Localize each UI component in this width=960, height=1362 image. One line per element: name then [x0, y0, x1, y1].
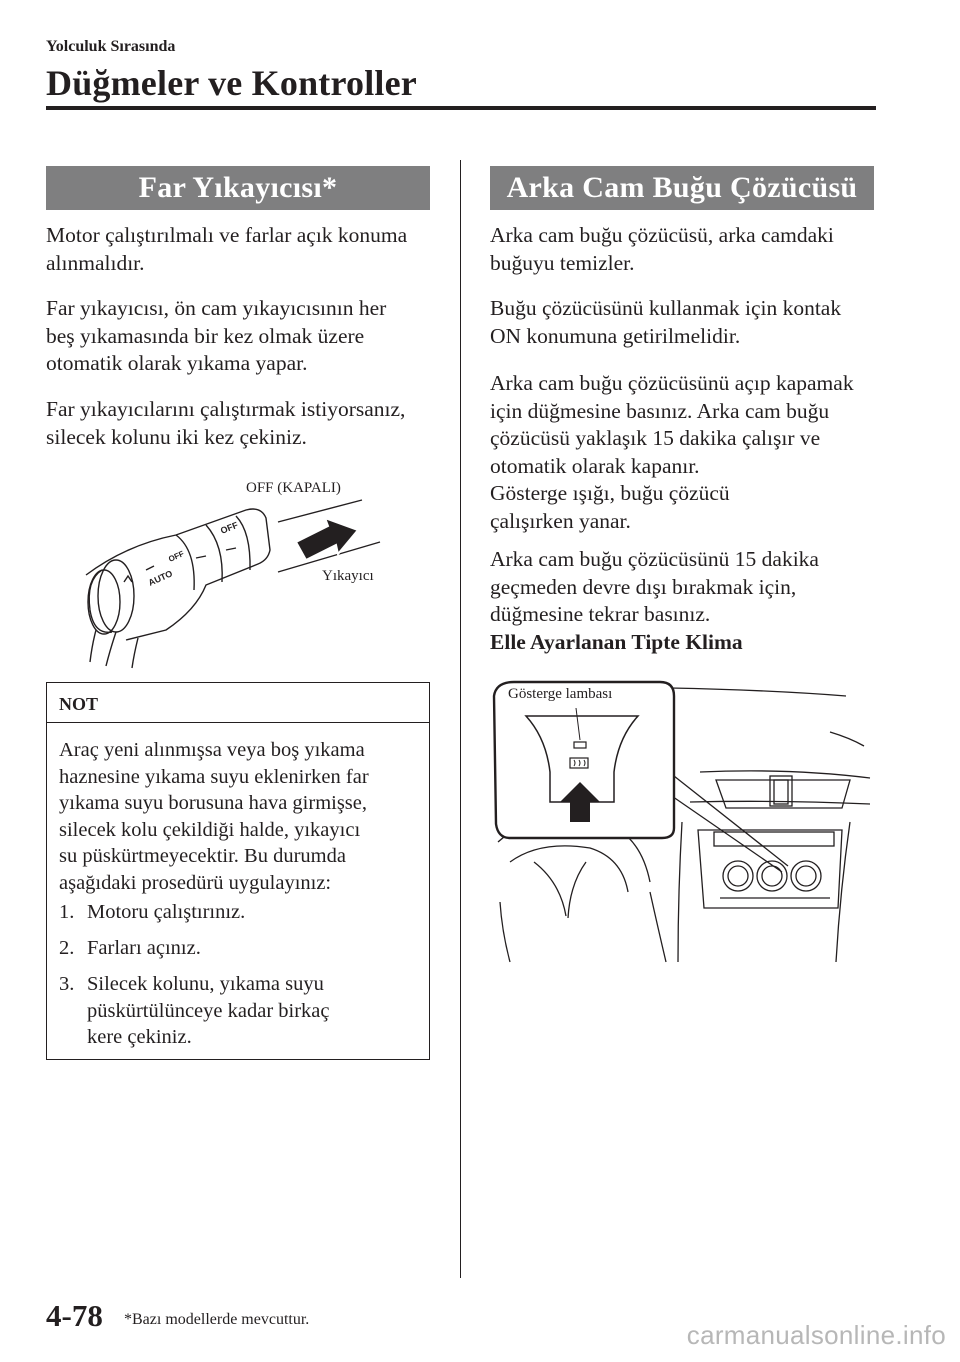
footnote: *Bazı modellerde mevcuttur.	[124, 1311, 310, 1328]
title-rule	[46, 106, 876, 110]
text-line: Buğu çözücüsünü kullanmak için kontak	[490, 296, 842, 320]
text-line: yıkama suyu borusuna hava girmişse,	[59, 792, 368, 814]
note-heading: NOT	[47, 683, 429, 723]
page-number: 4-78	[46, 1298, 103, 1333]
text-line: haznesine yıkama suyu eklenirken far	[59, 765, 369, 788]
subheading-manual-climate: Elle Ayarlanan Tipte Klima	[490, 629, 743, 654]
text-line: Motor çalıştırılmalı ve farlar açık konuma	[46, 223, 408, 247]
dashboard-illustration	[490, 672, 874, 972]
text-line: Farları açınız.	[87, 937, 201, 959]
text-line: buğuyu temizler.	[490, 250, 635, 275]
stalk-marking-off: OFF	[219, 519, 240, 536]
text-line: Motoru çalıştırınız.	[87, 901, 246, 923]
paragraph	[490, 295, 841, 350]
label-indicator-lamp: Gösterge lambası	[508, 686, 613, 702]
note-box	[46, 682, 430, 1060]
text-line: Arka cam buğu çözücüsünü açıp kapamak	[490, 371, 854, 395]
section-title-headlight-washer: Far Yıkayıcısı*	[46, 166, 430, 210]
wiper-stalk-figure	[46, 470, 430, 670]
step-number: 3.	[59, 973, 75, 995]
stalk-marking-auto: AUTO	[146, 568, 174, 588]
watermark: carmanualsonline.info	[686, 1320, 946, 1350]
text-line: alınmalıdır.	[46, 250, 145, 275]
text-line: beş yıkamasında bir kez olmak üzere	[46, 323, 365, 348]
text-line: otomatik olarak yıkama yapar.	[46, 351, 308, 375]
text-line: çözücüsü yaklaşık 15 dakika çalışır ve	[490, 426, 821, 450]
text-line: Araç yeni alınmışsa veya boş yıkama	[59, 739, 365, 761]
text-line: su püskürtmeyecektir. Bu durumda	[59, 845, 346, 867]
text-line: silecek kolunu iki kez çekiniz.	[46, 424, 307, 449]
text-line: için düğmesine basınız. Arka cam buğu	[490, 398, 830, 423]
step-number: 1.	[59, 901, 75, 923]
page-title: Düğmeler ve Kontroller	[46, 63, 417, 103]
text-line: otomatik olarak kapanır.	[490, 453, 700, 478]
text-line: düğmesine tekrar basınız.	[490, 602, 711, 626]
text-line: Silecek kolunu, yıkama suyu	[87, 973, 324, 995]
dashboard-figure	[490, 672, 874, 972]
text-line: geçmeden devre dışı bırakmak için,	[490, 574, 797, 599]
section-title-rear-defroster: Arka Cam Buğu Çözücüsü	[490, 166, 874, 210]
paragraph	[490, 222, 834, 277]
column-divider	[460, 160, 461, 1278]
text-line: ON konumuna getirilmelidir.	[490, 323, 741, 348]
text-line: kere çekiniz.	[87, 1026, 192, 1048]
note-body	[59, 737, 369, 896]
paragraph	[490, 546, 819, 656]
text-line: Arka cam buğu çözücüsü, arka camdaki	[490, 223, 834, 247]
text-line: Far yıkayıcısı, ön cam yıkayıcısının her	[46, 296, 387, 320]
paragraph	[46, 396, 405, 451]
paragraph	[46, 295, 386, 378]
stalk-marking-off-2: OFF	[167, 549, 186, 564]
label-off: OFF (KAPALI)	[246, 480, 341, 496]
text-line: silecek kolu çekildiği halde, yıkayıcı	[59, 818, 361, 841]
text-line: püskürtülünceye kadar birkaç	[87, 999, 330, 1022]
paragraph	[490, 370, 854, 535]
text-line: çalışırken yanar.	[490, 508, 631, 533]
step-number: 2.	[59, 937, 75, 959]
text-line: Far yıkayıcılarını çalıştırmak istiyorsanız,	[46, 397, 406, 421]
label-washer: Yıkayıcı	[322, 568, 374, 584]
pull-arrow-icon	[296, 518, 358, 560]
text-line: aşağıdaki prosedürü uygulayınız:	[59, 871, 332, 894]
paragraph	[46, 222, 407, 277]
text-line: Gösterge ışığı, buğu çözücü	[490, 481, 730, 505]
text-line: Arka cam buğu çözücüsünü 15 dakika	[490, 547, 819, 571]
breadcrumb: Yolculuk Sırasında	[46, 38, 176, 55]
